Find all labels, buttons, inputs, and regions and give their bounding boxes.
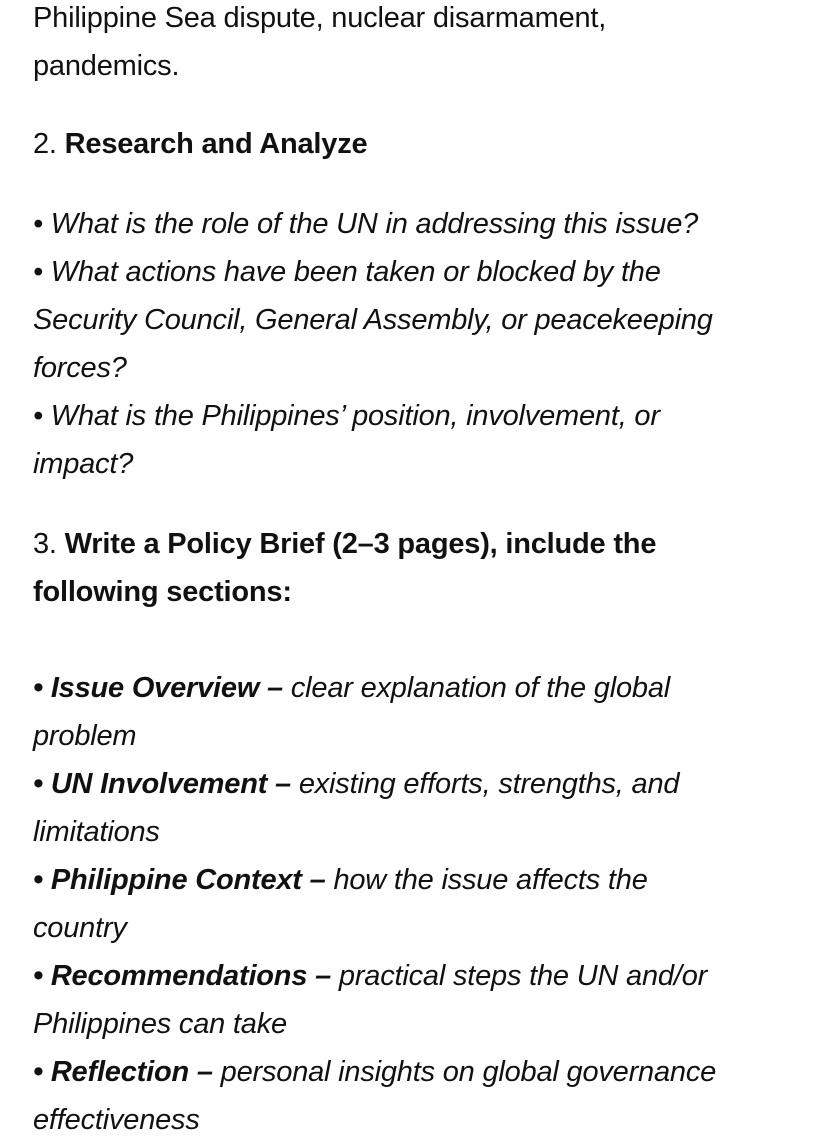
section-dash: – xyxy=(189,1056,221,1088)
section-name: UN Involvement xyxy=(50,768,268,800)
section-dash: – xyxy=(267,768,299,800)
section-description: how the issue affects the xyxy=(333,864,648,896)
document-body xyxy=(33,0,813,1144)
section-name: Recommendations xyxy=(50,960,308,992)
section-name: Philippine Context xyxy=(50,864,302,896)
step-2-bullet-line: • What is the Philippines’ position, involvement, or xyxy=(33,400,660,432)
step-3-number: 3. xyxy=(33,528,57,560)
step-2-bullet-line: Security Council, General Assembly, or peacekeeping xyxy=(33,304,713,336)
section-item xyxy=(33,952,813,1048)
step-2-number: 2. xyxy=(33,128,57,160)
step-3-title-line-1: Write a Policy Brief (2–3 pages), include the xyxy=(64,528,657,560)
bullet: • xyxy=(33,672,51,704)
bullet: • xyxy=(33,1056,51,1088)
bullet: • xyxy=(33,864,51,896)
section-dash: – xyxy=(259,672,291,704)
intro-line-2: pandemics. xyxy=(33,50,180,82)
section-description-cont: country xyxy=(33,912,127,944)
section-name: Issue Overview xyxy=(50,672,260,704)
step-2-bullet-line: • What actions have been taken or blocked by the xyxy=(33,256,661,288)
section-dash: – xyxy=(301,864,334,896)
section-description: clear explanation of the global xyxy=(290,672,670,704)
section-description: existing efforts, strengths, and xyxy=(298,768,680,800)
section-dash: – xyxy=(307,960,339,992)
step-3-heading xyxy=(33,520,813,568)
section-description-cont: effectiveness xyxy=(33,1104,200,1136)
section-description: practical steps the UN and/or xyxy=(338,960,708,992)
section-description-cont: problem xyxy=(33,720,137,752)
bullet: • xyxy=(33,960,51,992)
section-description: personal insights on global governance xyxy=(220,1056,717,1088)
bullet: • xyxy=(33,768,51,800)
section-description-cont: Philippines can take xyxy=(33,1008,287,1040)
step-2-bullet-line: forces? xyxy=(33,352,127,384)
section-item xyxy=(33,1048,813,1144)
section-item xyxy=(33,664,813,760)
section-name: Reflection xyxy=(50,1056,189,1088)
step-2-title: Research and Analyze xyxy=(64,128,368,160)
step-2-heading xyxy=(33,120,813,168)
intro-line-1: Philippine Sea dispute, nuclear disarmament, xyxy=(33,2,607,34)
step-2-bullet-line: • What is the role of the UN in addressing this issue? xyxy=(33,208,699,240)
step-2-bullet-line: impact? xyxy=(33,448,134,480)
section-description-cont: limitations xyxy=(33,816,160,848)
section-item xyxy=(33,760,813,856)
section-item xyxy=(33,856,813,952)
step-3-title-line-2: following sections: xyxy=(33,576,292,608)
